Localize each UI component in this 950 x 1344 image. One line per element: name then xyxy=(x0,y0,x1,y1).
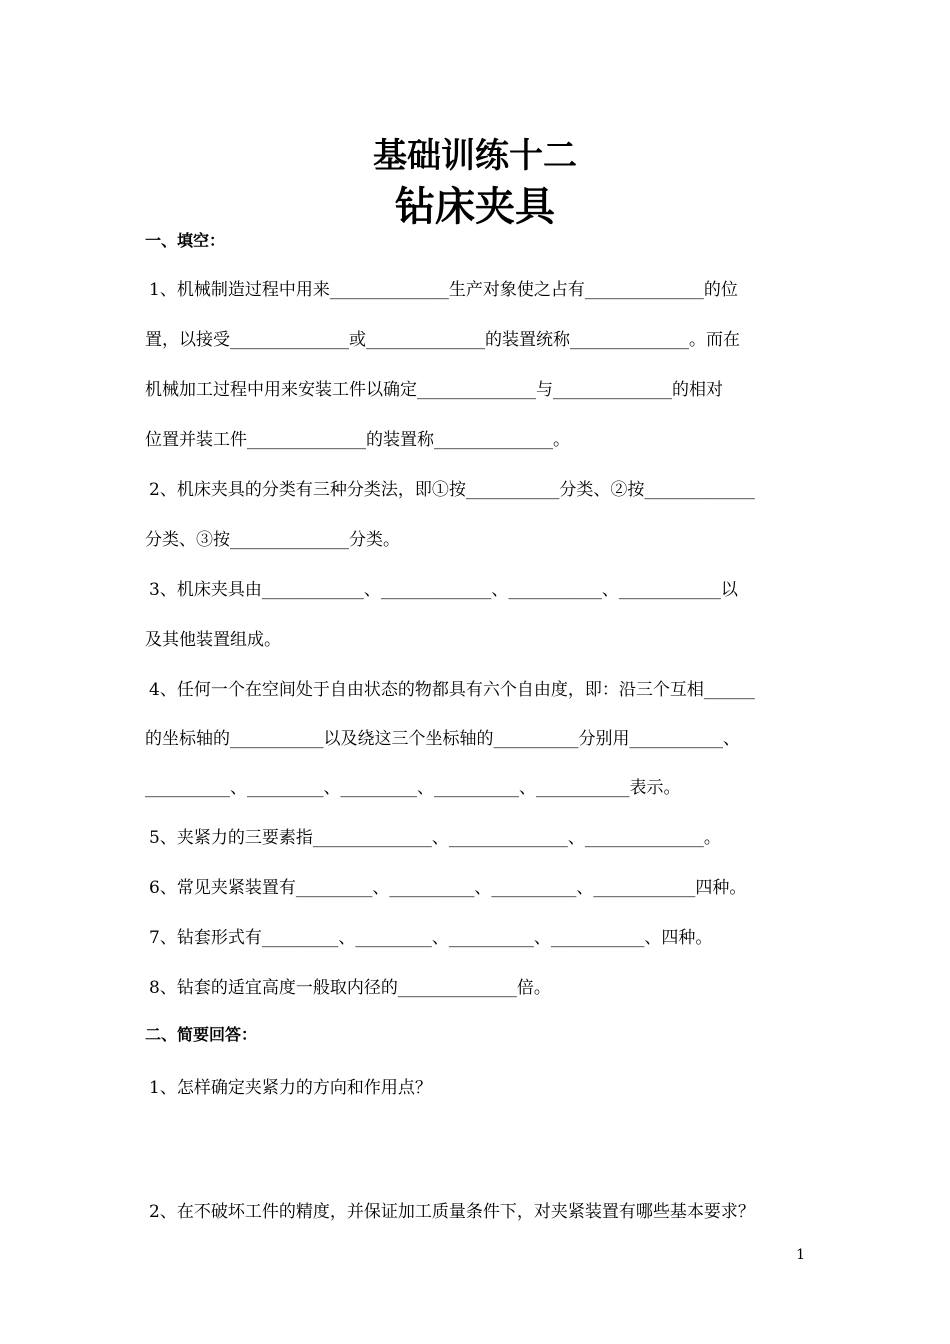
question-2-line-2: 分类、③按______________分类。 xyxy=(145,530,400,550)
question-1-line-1: 1、机械制造过程中用来______________生产对象使之占有______________的位 xyxy=(149,280,738,300)
question-3-line-1: 3、机床夹具由____________、_____________、___________、____________以 xyxy=(149,580,738,600)
question-4-line-1: 4、任何一个在空间处于自由状态的物都具有六个自由度，即：沿三个互相______ xyxy=(149,680,755,700)
question-4-line-3: __________、_________、_________、__________、___________表示。 xyxy=(145,778,681,798)
question-2-line-1: 2、机床夹具的分类有三种分类法，即①按___________分类、②按_____________ xyxy=(149,480,755,500)
question-1-line-4: 位置并装工件______________的装置称______________。 xyxy=(145,430,570,450)
question-3-line-2: 及其他装置组成。 xyxy=(145,630,281,650)
question-5: 5、夹紧力的三要素指______________、______________、______________。 xyxy=(149,828,721,848)
question-6: 6、常见夹紧装置有_________、__________、__________、____________四种。 xyxy=(149,878,747,898)
page-subtitle: 钻床夹具 xyxy=(395,184,555,230)
page-number: 1 xyxy=(796,1247,805,1263)
short-answer-question-2: 2、在不破坏工件的精度，并保证加工质量条件下，对夹紧装置有哪些基本要求？ xyxy=(149,1202,755,1222)
question-1-line-2: 置，以接受______________或______________的装置统称______________。而在 xyxy=(145,330,740,350)
section-short-answer: 二、简要回答： xyxy=(145,1025,258,1044)
question-4-line-2: 的坐标轴的___________以及绕这三个坐标轴的__________分别用___________、 xyxy=(145,729,740,749)
page-title: 基础训练十二 xyxy=(373,136,577,176)
section-fill-in-blanks: 一、填空： xyxy=(145,231,226,250)
question-8: 8、钻套的适宜高度一般取内径的______________倍。 xyxy=(149,978,551,998)
question-7: 7、钻套形式有_________、_________、__________、___________、四种。 xyxy=(149,928,713,948)
short-answer-question-1: 1、怎样确定夹紧力的方向和作用点？ xyxy=(149,1078,432,1098)
question-1-line-3: 机械加工过程中用来安装工件以确定______________与______________的相对 xyxy=(145,380,723,400)
